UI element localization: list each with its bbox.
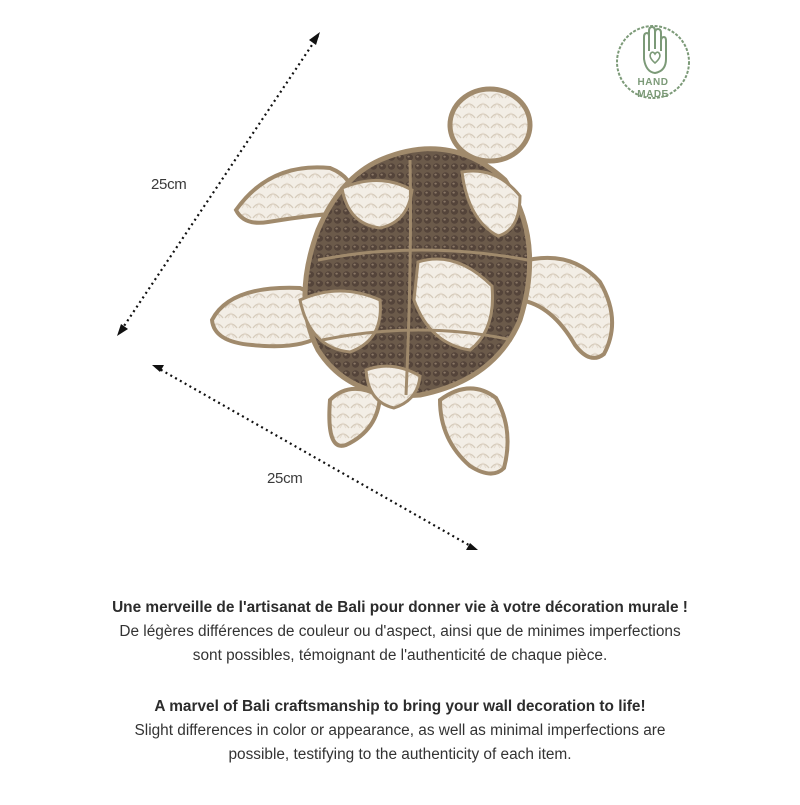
description-en-line2: possible, testifying to the authenticity of each item. [228,746,572,763]
description-fr-line2: sont possibles, témoignant de l'authenticité de chaque pièce. [192,647,608,664]
badge-text-line2: MADE [637,89,669,100]
badge-text-line1: HAND [637,77,669,88]
description-fr-line1: De légères différences de couleur ou d'aspect, ainsi que de minimes imperfections [119,623,681,640]
description-english [60,695,740,767]
turtle-shape [212,89,612,474]
dimension-label-b: 25cm [267,470,303,487]
dimension-label-a: 25cm [151,176,187,193]
handmade-badge [614,17,692,107]
description-en-line1: Slight differences in color or appearance, as well as minimal imperfections are [134,722,666,739]
description-french [60,596,740,668]
hand-heart-icon [644,27,666,73]
description-en-headline: A marvel of Bali craftsmanship to bring your wall decoration to life! [154,698,646,715]
description-fr-headline: Une merveille de l'artisanat de Bali pour donner vie à votre décoration murale ! [112,599,688,616]
